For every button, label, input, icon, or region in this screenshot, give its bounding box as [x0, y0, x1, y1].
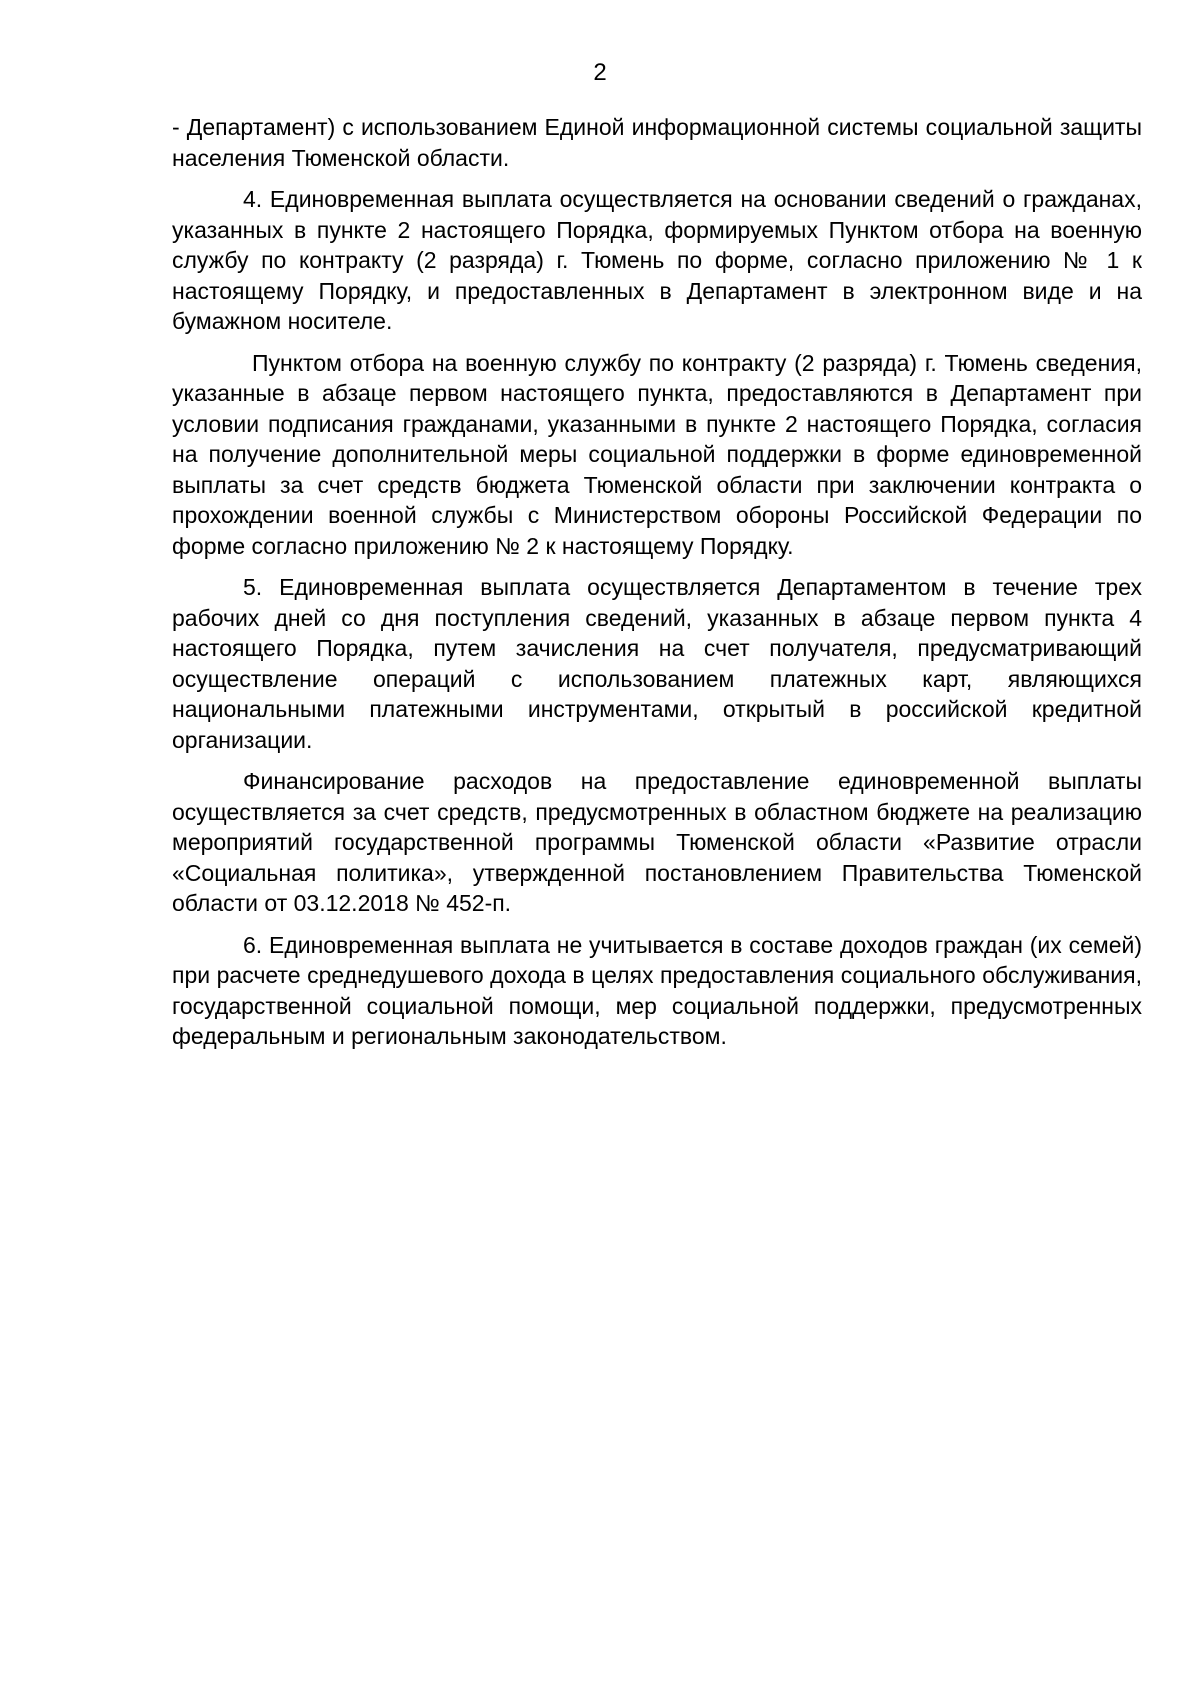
page-number: 2 — [593, 59, 607, 86]
paragraph-clause-6: 6. Единовременная выплата не учитывается в составе доходов граждан (их семей) при расчете среднедушевого дохода в целях предоставления социального обслуживания, государственной социальной помощи, мер социальной поддержки, предусмотренных федеральным и региональным законодательством. — [172, 931, 1142, 1049]
paragraph-clause-4: 4. Единовременная выплата осуществляется на основании сведений о гражданах, указанных в пункте 2 настоящего Порядка, формируемых Пунктом отбора на военную службу по контракту (2 разряда) г. Тюмень по форме, согласно приложению № 1 к настоящему Порядку, и предоставленных в Департамент в электронном виде и на бумажном носителе. — [172, 186, 1142, 334]
paragraph-clause-4-consent: Пунктом отбора на военную службу по контракту (2 разряда) г. Тюмень сведения, указанные в абзаце первом настоящего пункта, предоставляются в Департамент при условии подписания гражданами, указанными в пункте 2 настоящего Порядка, согласия на получение дополнительной меры социальной поддержки в форме единовременной выплаты за счет средств бюджета Тюменской области при заключении контракта о прохождении военной службы с Министерством обороны Российской Федерации по форме согласно приложению № 2 к настоящему Порядку. — [172, 349, 1142, 559]
paragraph-department-definition: - Департамент) с использованием Единой информационной системы социальной защиты населения Тюменской области. — [172, 114, 1142, 171]
document-body — [172, 112, 1142, 1063]
paragraph-clause-5: 5. Единовременная выплата осуществляется Департаментом в течение трех рабочих дней со дня поступления сведений, указанных в абзаце первом пункта 4 настоящего Порядка, путем зачисления на счет получателя, предусматривающий осуществление операций с использованием платежных карт, являющихся национальными платежными инструментами, открытый в российской кредитной организации. — [172, 574, 1142, 753]
paragraph-financing: Финансирование расходов на предоставление единовременной выплаты осуществляется за счет средств, предусмотренных в областном бюджете на реализацию мероприятий государственной программы Тюменской области «Развитие отрасли «Социальная политика», утвержденной постановлением Правительства Тюменской области от 03.12.2018 № 452-п. — [172, 768, 1142, 916]
